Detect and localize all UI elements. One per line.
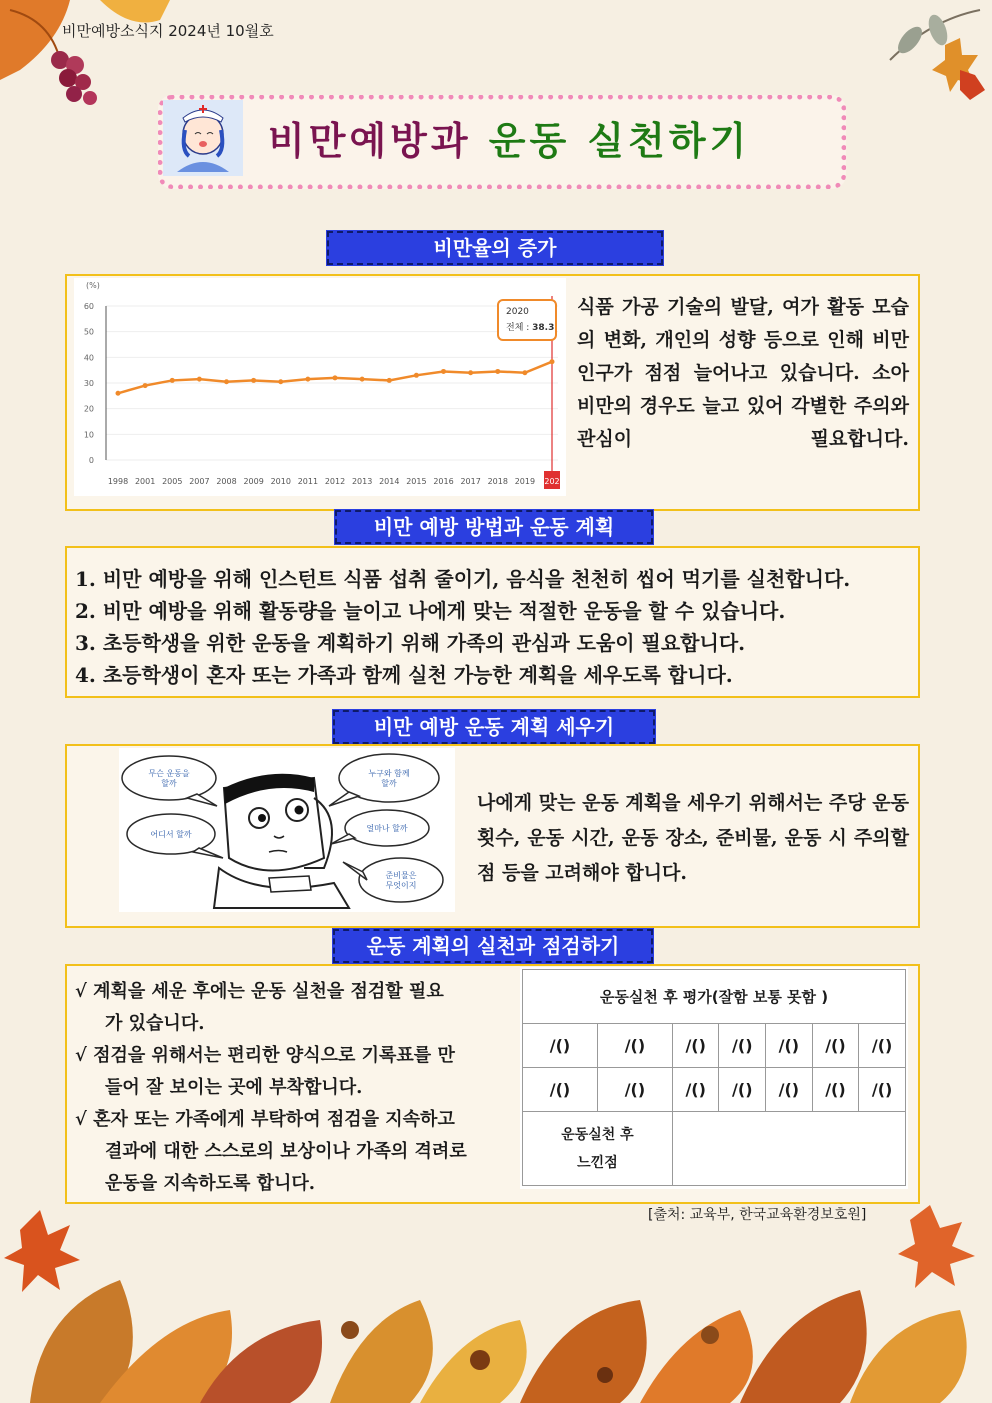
check-item-3 [75, 1104, 507, 1200]
eval-cell[interactable]: /() [766, 1024, 813, 1068]
eval-cell[interactable]: /() [766, 1068, 813, 1112]
thinking-boy-illustration [119, 748, 455, 912]
check-item-2-line2: 들어 잘 보이는 곳에 부착합니다. [105, 1077, 363, 1098]
page-title [268, 110, 750, 165]
x-tick-label: 2013 [351, 477, 373, 486]
eval-row-2 [523, 1068, 906, 1112]
autumn-leaves-top-right [850, 0, 992, 110]
title-part2: 운동 실천하기 [488, 119, 751, 163]
data-point [495, 369, 500, 374]
bubble-who-2: 할까 [381, 779, 397, 788]
data-point [224, 379, 229, 384]
eval-feeling-label-2: 느낀점 [577, 1154, 618, 1171]
x-tick-label: 2007 [189, 477, 210, 486]
source-note: [출처: 교육부, 한국교육환경보호원] [648, 1207, 867, 1223]
data-point [550, 359, 555, 364]
section1-heading: 비만율의 증가 [327, 231, 663, 265]
data-point [360, 377, 365, 382]
nurse-mascot-icon [163, 100, 243, 176]
data-point [522, 370, 527, 375]
bubble-who-1: 누구와 함께 [368, 769, 410, 778]
evaluation-table [522, 969, 906, 1186]
x-tick-label: 2009 [243, 477, 264, 486]
check-item-3-line2: 결과에 대한 스스로의 보상이나 가족의 격려로 [105, 1141, 467, 1162]
callout-number: 38.3 [532, 323, 555, 333]
y-tick-label: 50 [83, 327, 94, 337]
data-point [414, 373, 419, 378]
section4-heading: 운동 계획의 실천과 점검하기 [333, 929, 653, 963]
check-list [75, 976, 507, 1200]
data-point [251, 378, 256, 383]
issue-label: 비만예방소식지 2024년 10월호 [62, 22, 274, 40]
y-tick-label: 60 [83, 302, 94, 311]
eval-cell[interactable]: /() [672, 1024, 719, 1068]
method-list [75, 563, 850, 691]
eval-cell[interactable]: /() [597, 1024, 672, 1068]
method-item-4: 4. 초등학생이 혼자 또는 가족과 함께 실천 가능한 계획을 세우도록 합니다. [75, 663, 733, 687]
eval-cell[interactable]: /() [719, 1068, 766, 1112]
bubble-where: 어디서 할까 [150, 830, 192, 839]
eval-feeling-label-1: 운동실천 후 [561, 1126, 634, 1143]
check-item-1-line2: 가 있습니다. [105, 1013, 205, 1034]
data-point [116, 391, 121, 396]
bubble-gear-1: 준비물은 [385, 871, 417, 880]
evaluation-sheet [520, 967, 908, 1189]
check-item-1 [75, 976, 507, 1040]
x-tick-label: 2011 [297, 477, 319, 486]
eval-feeling-label [523, 1112, 673, 1186]
check-mark-icon: √ [75, 1045, 87, 1066]
section2-heading: 비만 예방 방법과 운동 계획 [335, 510, 653, 544]
section3-heading: 비만 예방 운동 계획 세우기 [333, 710, 655, 744]
eval-cell[interactable]: /() [672, 1068, 719, 1112]
data-point [278, 379, 283, 384]
data-point [143, 383, 148, 388]
check-item-1-line1: 계획을 세운 후에는 운동 실천을 점검할 필요 [93, 981, 444, 1002]
y-tick-label: 10 [83, 430, 94, 440]
check-item-3-line1: 혼자 또는 가족에게 부탁하여 점검을 지속하고 [93, 1109, 455, 1130]
method-item-1: 1. 비만 예방을 위해 인스턴트 식품 섭취 줄이기, 음식을 천천히 씹어 먹기를 실천합니다. [75, 567, 851, 591]
x-tick-label: 2012 [324, 477, 346, 486]
title-part1: 비만예방과 [268, 119, 472, 163]
x-tick-label: 2008 [216, 477, 237, 486]
x-tick-label: 2001 [134, 477, 156, 486]
check-mark-icon: √ [75, 1109, 87, 1130]
method-item-2: 2. 비만 예방을 위해 활동량을 늘이고 나에게 맞는 적절한 운동을 할 수 있습니다. [75, 599, 786, 623]
y-tick-label: 40 [83, 353, 94, 363]
x-tick-label: 2019 [514, 477, 536, 486]
bubble-what-2: 할까 [161, 779, 177, 788]
x-tick-label: 2017 [460, 477, 481, 486]
y-tick-label: 0 [88, 456, 94, 465]
callout-box [498, 300, 556, 340]
eval-cell[interactable]: /() [812, 1024, 859, 1068]
section1-paragraph: 식품 가공 기술의 발달, 여가 활동 모습의 변화, 개인의 성향 등으로 인해 비만 인구가 점점 늘어나고 있습니다. 소아 비만의 경우도 늘고 있어 각별한 주의와 관심이 필요합니다. [577, 296, 909, 450]
y-tick-label: 20 [83, 404, 94, 414]
eval-cell[interactable]: /() [859, 1068, 906, 1112]
data-point [441, 369, 446, 374]
data-point [305, 377, 310, 382]
x-tick-label: 2015 [406, 477, 427, 486]
data-point [468, 370, 473, 375]
eval-cell[interactable]: /() [523, 1068, 598, 1112]
callout-value: 전체 : 38.3 [506, 323, 555, 333]
x-tick-label: 2018 [487, 477, 508, 486]
eval-feeling-input[interactable] [672, 1112, 905, 1186]
x-tick-label: 1998 [107, 477, 129, 486]
data-point [197, 377, 202, 382]
eval-header: 운동실천 후 평가(잘함 보통 못함 ) [523, 970, 906, 1024]
check-mark-icon: √ [75, 981, 87, 1002]
bubble-gear-2: 무엇이지 [385, 881, 417, 890]
check-item-3-line3: 운동을 지속하도록 합니다. [105, 1173, 316, 1194]
obesity-rate-chart [74, 278, 566, 496]
bubble-what-1: 무슨 운동을 [148, 769, 190, 778]
eval-feeling-row [523, 1112, 906, 1186]
autumn-leaves-bottom [0, 1200, 992, 1403]
data-point [170, 378, 175, 383]
method-item-3: 3. 초등학생을 위한 운동을 계획하기 위해 가족의 관심과 도움이 필요합니다. [75, 631, 746, 655]
data-point [333, 375, 338, 380]
x-tick-label: 2005 [162, 477, 183, 486]
section3-paragraph: 나에게 맞는 운동 계획을 세우기 위해서는 주당 운동 횟수, 운동 시간, 운동 장소, 준비물, 운동 시 주의할 점 등을 고려해야 합니다. [477, 792, 909, 884]
eval-cell[interactable]: /() [597, 1068, 672, 1112]
x-tick-label: 202 [544, 477, 560, 486]
eval-row-1 [523, 1024, 906, 1068]
x-tick-label: 2014 [379, 477, 400, 486]
eval-cell[interactable]: /() [812, 1068, 859, 1112]
eval-cell[interactable]: /() [523, 1024, 598, 1068]
eval-cell[interactable]: /() [859, 1024, 906, 1068]
bubble-how-much: 얼마나 할까 [366, 824, 408, 833]
check-item-2 [75, 1040, 507, 1104]
eval-cell[interactable]: /() [719, 1024, 766, 1068]
check-item-2-line1: 점검을 위해서는 편리한 양식으로 기록표를 만 [93, 1045, 455, 1066]
y-unit-label: (%) [86, 281, 100, 290]
autumn-leaves-top-left [0, 0, 170, 120]
chart-svg [74, 278, 566, 496]
x-tick-label: 2010 [270, 477, 291, 486]
data-point [387, 378, 392, 383]
y-tick-label: 30 [83, 379, 94, 388]
callout-year: 2020 [506, 307, 529, 317]
x-tick-label: 2016 [433, 477, 454, 486]
